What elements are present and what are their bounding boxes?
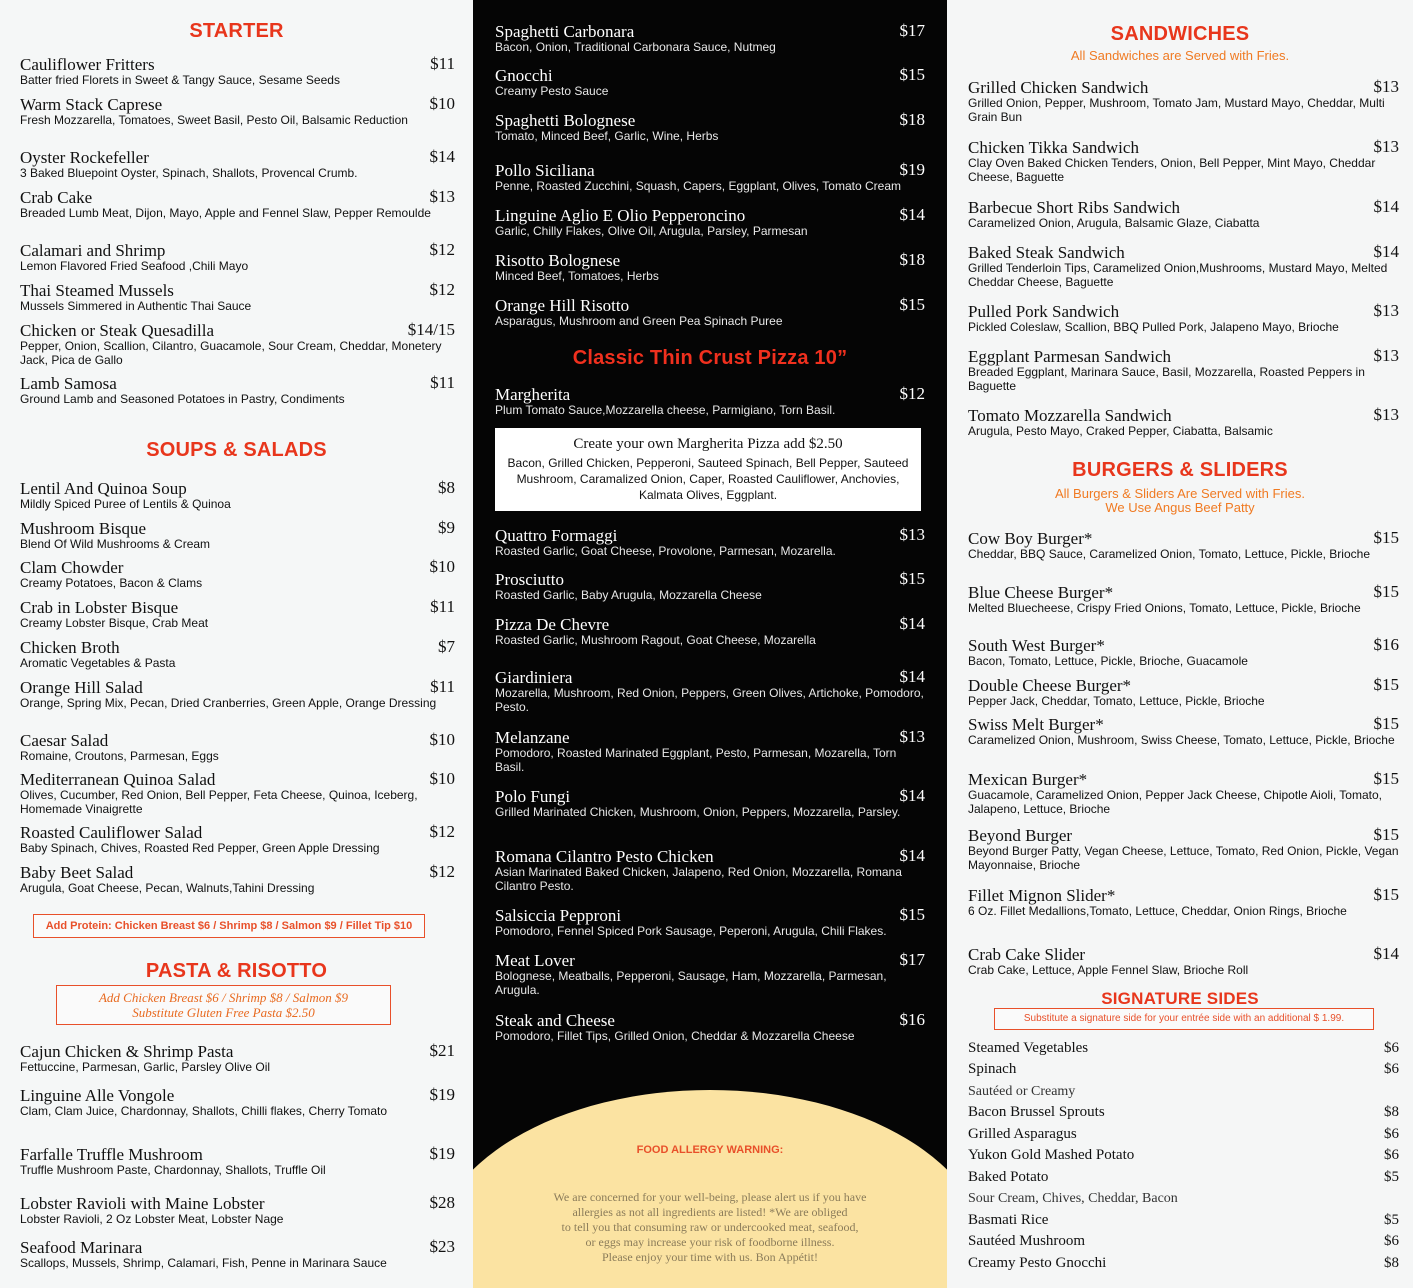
menu-item bbox=[968, 199, 1399, 230]
item-price: $7 bbox=[438, 637, 455, 656]
item-price: $14 bbox=[899, 786, 925, 805]
menu-item bbox=[968, 771, 1399, 816]
side-name: Yukon Gold Mashed Potato bbox=[968, 1147, 1135, 1163]
menu-item bbox=[20, 1087, 455, 1118]
item-price: $13 bbox=[899, 727, 925, 746]
item-price: $16 bbox=[899, 1010, 925, 1029]
item-name: Farfalle Truffle Mushroom bbox=[20, 1145, 203, 1164]
menu-item bbox=[968, 637, 1399, 668]
item-desc: Romaine, Croutons, Parmesan, Eggs bbox=[20, 749, 219, 763]
item-name: Calamari and Shrimp bbox=[20, 241, 166, 260]
item-desc: Creamy Lobster Bisque, Crab Meat bbox=[20, 616, 209, 630]
pasta-note-line1: Add Chicken Breast $6 / Shrimp $8 / Salmon $9 bbox=[98, 990, 349, 1005]
side-item bbox=[968, 1083, 1399, 1100]
item-name: Lobster Ravioli with Maine Lobster bbox=[20, 1194, 265, 1213]
item-price: $12 bbox=[429, 280, 455, 299]
item-name: Fillet Mignon Slider* bbox=[968, 886, 1116, 905]
item-desc: Bacon, Tomato, Lettuce, Pickle, Brioche, Guacamole bbox=[968, 654, 1248, 668]
menu-item bbox=[495, 252, 925, 283]
item-price: $10 bbox=[429, 557, 455, 576]
item-price: $15 bbox=[899, 295, 925, 314]
create-pizza-box bbox=[495, 428, 921, 511]
item-price: $15 bbox=[899, 65, 925, 84]
item-desc: Arugula, Goat Cheese, Pecan, Walnuts,Tahini Dressing bbox=[20, 881, 315, 895]
item-price: $11 bbox=[430, 677, 455, 696]
menu-item bbox=[495, 729, 925, 774]
side-item bbox=[968, 1212, 1399, 1229]
menu-item bbox=[20, 242, 455, 273]
item-desc: Cheddar, BBQ Sauce, Caramelized Onion, Tomato, Lettuce, Pickle, Brioche bbox=[968, 547, 1370, 561]
allergy-title: FOOD ALLERGY WARNING: bbox=[636, 1144, 784, 1156]
item-desc: Batter fried Florets in Sweet & Tangy Sauce, Sesame Seeds bbox=[20, 73, 340, 87]
menu-item bbox=[20, 599, 455, 630]
side-price: $6 bbox=[1384, 1040, 1399, 1056]
allergy-line: We are concerned for your well-being, please alert us if you have bbox=[553, 1190, 867, 1204]
sides-note: Substitute a signature side for your entrée side with an additional $ 1.99. bbox=[994, 1008, 1374, 1030]
item-name: Steak and Cheese bbox=[495, 1011, 615, 1030]
menu-item bbox=[495, 23, 925, 54]
menu-item bbox=[20, 771, 455, 816]
item-desc: Mussels Simmered in Authentic Thai Sauce bbox=[20, 299, 252, 313]
item-name: Lamb Samosa bbox=[20, 374, 117, 393]
allergy-text bbox=[513, 1190, 907, 1265]
item-desc: Clay Oven Baked Chicken Tenders, Onion, Bell Pepper, Mint Mayo, Cheddar Cheese, Baguette bbox=[968, 156, 1376, 184]
pasta-note-line2: Substitute Gluten Free Pasta $2.50 bbox=[132, 1005, 315, 1020]
allergy-line: or eggs may increase your risk of foodborne illness. bbox=[585, 1235, 835, 1249]
menu-item bbox=[495, 67, 925, 98]
item-desc: Grilled Onion, Pepper, Mushroom, Tomato Jam, Mustard Mayo, Cheddar, Multi Grain Bun bbox=[968, 96, 1385, 124]
item-name: Tomato Mozzarella Sandwich bbox=[968, 406, 1172, 425]
menu-item bbox=[968, 139, 1399, 184]
sandwiches-title: SANDWICHES bbox=[1110, 23, 1250, 45]
menu-item bbox=[20, 1195, 455, 1226]
item-price: $14 bbox=[899, 205, 925, 224]
item-price: $10 bbox=[429, 730, 455, 749]
side-name: Sautéed or Creamy bbox=[968, 1084, 1076, 1099]
menu-item bbox=[495, 112, 925, 143]
menu-item bbox=[495, 788, 925, 819]
starter-title: STARTER bbox=[189, 20, 284, 42]
item-desc: Baby Spinach, Chives, Roasted Red Pepper, Green Apple Dressing bbox=[20, 841, 380, 855]
item-desc: Caramelized Onion, Arugula, Balsamic Glaze, Ciabatta bbox=[968, 216, 1260, 230]
item-name: Pulled Pork Sandwich bbox=[968, 302, 1120, 321]
item-price: $15 bbox=[899, 569, 925, 588]
item-name: Blue Cheese Burger* bbox=[968, 583, 1114, 602]
menu-item bbox=[968, 348, 1399, 393]
item-desc: Breaded Eggplant, Marinara Sauce, Basil, Mozzarella, Roasted Peppers in Baguette bbox=[968, 365, 1365, 393]
menu-item bbox=[20, 480, 455, 511]
item-name: Linguine Alle Vongole bbox=[20, 1086, 175, 1105]
menu-item-margherita bbox=[495, 386, 925, 417]
right-column bbox=[947, 0, 1413, 1288]
item-name: Cajun Chicken & Shrimp Pasta bbox=[20, 1042, 234, 1061]
side-price: $6 bbox=[1384, 1147, 1399, 1163]
menu-item bbox=[495, 162, 925, 193]
item-desc: Guacamole, Caramelized Onion, Pepper Jack Cheese, Chipotle Aioli, Tomato, Jalapeno, Lettuce, Brioche bbox=[968, 788, 1382, 816]
item-price: $17 bbox=[899, 950, 925, 969]
item-name: Roasted Cauliflower Salad bbox=[20, 823, 203, 842]
item-price: $21 bbox=[429, 1041, 455, 1060]
side-name: Creamy Pesto Gnocchi bbox=[968, 1255, 1107, 1271]
item-price: $12 bbox=[429, 240, 455, 259]
item-desc: Fresh Mozzarella, Tomatoes, Sweet Basil, Pesto Oil, Balsamic Reduction bbox=[20, 113, 408, 127]
allergy-line: allergies as not all ingredients are listed! *We are obliged bbox=[572, 1205, 848, 1219]
item-desc: Penne, Roasted Zucchini, Squash, Capers, Eggplant, Olives, Tomato Cream bbox=[495, 179, 901, 193]
menu-item bbox=[968, 244, 1399, 289]
item-name: Linguine Aglio E Olio Pepperoncino bbox=[495, 206, 746, 225]
item-price: $15 bbox=[1373, 528, 1399, 547]
item-price: $12 bbox=[429, 862, 455, 881]
item-price: $14 bbox=[899, 846, 925, 865]
item-price: $19 bbox=[429, 1144, 455, 1163]
item-price: $28 bbox=[429, 1193, 455, 1212]
item-desc: Garlic, Chilly Flakes, Olive Oil, Arugula, Parsley, Parmesan bbox=[495, 224, 808, 238]
menu-item bbox=[968, 584, 1399, 615]
create-pizza-title: Create your own Margherita Pizza add $2.50 bbox=[573, 436, 843, 452]
item-price: $12 bbox=[429, 822, 455, 841]
menu-item bbox=[20, 520, 455, 551]
side-name: Sautéed Mushroom bbox=[968, 1233, 1086, 1249]
item-name: Mediterranean Quinoa Salad bbox=[20, 770, 216, 789]
item-desc: Roasted Garlic, Goat Cheese, Provolone, Parmesan, Mozarella. bbox=[495, 544, 836, 558]
menu-item bbox=[495, 952, 925, 997]
menu-item bbox=[495, 207, 925, 238]
item-name: Pizza De Chevre bbox=[495, 615, 610, 634]
pasta-title: PASTA & RISOTTO bbox=[145, 960, 328, 982]
item-name: Double Cheese Burger* bbox=[968, 676, 1132, 695]
item-desc: Aromatic Vegetables & Pasta bbox=[20, 656, 176, 670]
menu-item bbox=[20, 96, 455, 127]
item-name: Crab in Lobster Bisque bbox=[20, 598, 179, 617]
menu-item bbox=[495, 571, 925, 602]
item-name: Caesar Salad bbox=[20, 731, 109, 750]
side-item bbox=[968, 1169, 1399, 1186]
item-desc: Creamy Potatoes, Bacon & Clams bbox=[20, 576, 203, 590]
item-desc: Pomodoro, Roasted Marinated Eggplant, Pesto, Parmesan, Mozarella, Torn Basil. bbox=[495, 746, 897, 774]
item-name: Chicken or Steak Quesadilla bbox=[20, 321, 215, 340]
item-price: $13 bbox=[1373, 346, 1399, 365]
menu-item bbox=[20, 679, 455, 710]
left-column bbox=[0, 0, 473, 1288]
item-desc: Pomodoro, Fennel Spiced Pork Sausage, Peperoni, Arugula, Chili Flakes. bbox=[495, 924, 887, 938]
item-name: Giardiniera bbox=[495, 668, 573, 687]
item-name: Beyond Burger bbox=[968, 826, 1073, 845]
sides-title: SIGNATURE SIDES bbox=[1101, 989, 1259, 1008]
item-price: $9 bbox=[438, 518, 455, 537]
item-desc: Ground Lamb and Seasoned Potatoes in Pastry, Condiments bbox=[20, 392, 345, 406]
side-item bbox=[968, 1061, 1399, 1078]
item-price: $13 bbox=[899, 525, 925, 544]
allergy-line: Please enjoy your time with us. Bon Appétit! bbox=[602, 1250, 818, 1264]
item-name: Baby Beet Salad bbox=[20, 863, 134, 882]
menu-item bbox=[968, 303, 1399, 334]
side-price: $5 bbox=[1384, 1212, 1399, 1228]
item-price: $11 bbox=[430, 373, 455, 392]
item-desc: Minced Beef, Tomatoes, Herbs bbox=[495, 269, 659, 283]
item-price: $13 bbox=[1373, 77, 1399, 96]
menu-item bbox=[20, 1146, 455, 1177]
item-price: $14 bbox=[899, 614, 925, 633]
item-desc: Roasted Garlic, Mushroom Ragout, Goat Cheese, Mozarella bbox=[495, 633, 816, 647]
item-desc: Orange, Spring Mix, Pecan, Dried Cranberries, Green Apple, Orange Dressing bbox=[20, 696, 437, 710]
item-price: $11 bbox=[430, 597, 455, 616]
item-price: $13 bbox=[1373, 405, 1399, 424]
item-price: $14 bbox=[899, 667, 925, 686]
item-name: Clam Chowder bbox=[20, 558, 124, 577]
menu-item bbox=[20, 1239, 455, 1270]
item-name: Crab Cake bbox=[20, 188, 93, 207]
item-desc: Pickled Coleslaw, Scallion, BBQ Pulled Pork, Jalapeno Mayo, Brioche bbox=[968, 320, 1339, 334]
side-name: Spinach bbox=[968, 1061, 1017, 1077]
item-name: Salsiccia Pepproni bbox=[495, 906, 622, 925]
side-item bbox=[968, 1040, 1399, 1057]
item-desc: Creamy Pesto Sauce bbox=[495, 84, 609, 98]
middle-column bbox=[473, 0, 947, 1288]
menu-item bbox=[968, 407, 1399, 438]
menu-item bbox=[20, 1043, 455, 1074]
item-price: $16 bbox=[1373, 635, 1399, 654]
item-price: $15 bbox=[1373, 714, 1399, 733]
item-name: Prosciutto bbox=[495, 570, 564, 589]
item-desc: Tomato, Minced Beef, Garlic, Wine, Herbs bbox=[495, 129, 719, 143]
menu-item bbox=[20, 639, 455, 670]
item-name: Swiss Melt Burger* bbox=[968, 715, 1104, 734]
item-price: $10 bbox=[429, 94, 455, 113]
item-name: Melanzane bbox=[495, 728, 570, 747]
item-desc: Bolognese, Meatballs, Pepperoni, Sausage, Ham, Mozzarella, Parmesan, Arugula. bbox=[495, 969, 887, 997]
side-price: $6 bbox=[1384, 1233, 1399, 1249]
item-name: Seafood Marinara bbox=[20, 1238, 143, 1257]
item-price: $14 bbox=[1373, 944, 1399, 963]
item-price: $15 bbox=[1373, 675, 1399, 694]
item-price: $13 bbox=[1373, 137, 1399, 156]
side-item bbox=[968, 1190, 1399, 1207]
item-desc: Plum Tomato Sauce,Mozzarella cheese, Parmigiano, Torn Basil. bbox=[495, 403, 836, 417]
menu-item bbox=[20, 322, 455, 367]
side-item bbox=[968, 1126, 1399, 1143]
menu-item bbox=[20, 824, 455, 855]
item-price: $15 bbox=[1373, 825, 1399, 844]
item-price: $14/15 bbox=[407, 320, 455, 339]
side-name: Bacon Brussel Sprouts bbox=[968, 1104, 1105, 1120]
item-price: $14 bbox=[429, 147, 455, 166]
item-desc: Arugula, Pesto Mayo, Craked Pepper, Ciabatta, Balsamic bbox=[968, 424, 1273, 438]
item-desc: Truffle Mushroom Paste, Chardonnay, Shallots, Truffle Oil bbox=[20, 1163, 326, 1177]
menu-item bbox=[495, 616, 925, 647]
side-name: Baked Potato bbox=[968, 1169, 1049, 1185]
add-protein-note: Add Protein: Chicken Breast $6 / Shrimp $8 / Salmon $9 / Fillet Tip $10 bbox=[33, 914, 425, 938]
menu-item bbox=[968, 946, 1399, 977]
menu-item bbox=[495, 848, 925, 893]
menu-item bbox=[495, 669, 925, 714]
menu-item bbox=[495, 527, 925, 558]
item-name: Chicken Broth bbox=[20, 638, 120, 657]
item-desc: Caramelized Onion, Mushroom, Swiss Cheese, Tomato, Lettuce, Pickle, Brioche bbox=[968, 733, 1395, 747]
item-name: Quattro Formaggi bbox=[495, 526, 618, 545]
item-price: $18 bbox=[899, 110, 925, 129]
item-desc: Pepper Jack, Cheddar, Tomato, Lettuce, Pickle, Brioche bbox=[968, 694, 1265, 708]
menu-item bbox=[968, 530, 1399, 561]
item-desc: Asparagus, Mushroom and Green Pea Spinach Puree bbox=[495, 314, 783, 328]
menu-item bbox=[20, 149, 455, 180]
item-price: $15 bbox=[1373, 582, 1399, 601]
pasta-note-box bbox=[56, 985, 391, 1025]
side-price: $6 bbox=[1384, 1126, 1399, 1142]
item-price: $10 bbox=[429, 769, 455, 788]
item-desc: Mildly Spiced Puree of Lentils & Quinoa bbox=[20, 497, 231, 511]
item-name: Spaghetti Carbonara bbox=[495, 22, 635, 41]
item-price: $18 bbox=[899, 250, 925, 269]
burgers-subtitle-2: We Use Angus Beef Patty bbox=[1105, 500, 1255, 515]
item-name: Mushroom Bisque bbox=[20, 519, 147, 538]
item-name: Orange Hill Salad bbox=[20, 678, 143, 697]
menu-item bbox=[968, 677, 1399, 708]
side-price: $6 bbox=[1384, 1061, 1399, 1077]
item-price: $23 bbox=[429, 1237, 455, 1256]
item-desc: 6 Oz. Fillet Medallions,Tomato, Lettuce, Cheddar, Onion Rings, Brioche bbox=[968, 904, 1347, 918]
menu-item bbox=[495, 297, 925, 328]
item-desc: Breaded Lumb Meat, Dijon, Mayo, Apple and Fennel Slaw, Pepper Remoulde bbox=[20, 206, 431, 220]
item-name: Oyster Rockefeller bbox=[20, 148, 149, 167]
item-desc: 3 Baked Bluepoint Oyster, Spinach, Shallots, Provencal Crumb. bbox=[20, 166, 358, 180]
menu-item bbox=[20, 282, 455, 313]
item-price: $13 bbox=[429, 187, 455, 206]
menu-item bbox=[968, 716, 1399, 747]
menu-item bbox=[20, 56, 455, 87]
item-desc: Fettuccine, Parmesan, Garlic, Parsley Olive Oil bbox=[20, 1060, 271, 1074]
item-name: Spaghetti Bolognese bbox=[495, 111, 636, 130]
side-item bbox=[968, 1147, 1399, 1164]
item-desc: Blend Of Wild Mushrooms & Cream bbox=[20, 537, 211, 551]
item-name: Gnocchi bbox=[495, 66, 553, 85]
item-name: Baked Steak Sandwich bbox=[968, 243, 1125, 262]
item-name: Grilled Chicken Sandwich bbox=[968, 78, 1149, 97]
menu-item bbox=[968, 887, 1399, 918]
item-desc: Scallops, Mussels, Shrimp, Calamari, Fish, Penne in Marinara Sauce bbox=[20, 1256, 387, 1270]
menu-item bbox=[968, 79, 1399, 124]
menu-item bbox=[495, 907, 925, 938]
side-price: $8 bbox=[1384, 1255, 1399, 1271]
item-price: $13 bbox=[1373, 301, 1399, 320]
burgers-subtitle-1: All Burgers & Sliders Are Served with Fries. bbox=[1055, 486, 1305, 501]
item-desc: Melted Bluecheese, Crispy Fried Onions, Tomato, Lettuce, Pickle, Brioche bbox=[968, 601, 1361, 615]
side-price: $5 bbox=[1384, 1169, 1399, 1185]
soups-title: SOUPS & SALADS bbox=[146, 439, 327, 461]
item-price: $19 bbox=[899, 160, 925, 179]
item-name: Chicken Tikka Sandwich bbox=[968, 138, 1139, 157]
allergy-line: to tell you that consuming raw or undercooked meat, seafood, bbox=[561, 1220, 859, 1234]
item-price: $14 bbox=[1373, 197, 1399, 216]
item-price: $14 bbox=[1373, 242, 1399, 261]
side-item bbox=[968, 1255, 1399, 1272]
side-name: Grilled Asparagus bbox=[968, 1126, 1077, 1142]
item-name: Pollo Siciliana bbox=[495, 161, 595, 180]
item-name: Eggplant Parmesan Sandwich bbox=[968, 347, 1172, 366]
menu-item bbox=[20, 375, 455, 406]
item-desc: Pomodoro, Fillet Tips, Grilled Onion, Cheddar & Mozzarella Cheese bbox=[495, 1029, 855, 1043]
item-price: $15 bbox=[1373, 769, 1399, 788]
item-desc: Beyond Burger Patty, Vegan Cheese, Lettuce, Tomato, Red Onion, Pickle, Vegan Mayonnaise, Brioche bbox=[968, 844, 1399, 872]
item-desc: Mozarella, Mushroom, Red Onion, Peppers, Green Olives, Artichoke, Pomodoro, Pesto. bbox=[495, 686, 924, 714]
item-desc: Lemon Flavored Fried Seafood ,Chili Mayo bbox=[20, 259, 249, 273]
item-name: Crab Cake Slider bbox=[968, 945, 1086, 964]
item-desc: Pepper, Onion, Scallion, Cilantro, Guacamole, Sour Cream, Cheddar, Monetery Jack, Pica de Gallo bbox=[20, 339, 442, 367]
burgers-title: BURGERS & SLIDERS bbox=[1072, 459, 1288, 481]
item-name: Margherita bbox=[495, 385, 571, 404]
item-price: $8 bbox=[438, 478, 455, 497]
item-name: Romana Cilantro Pesto Chicken bbox=[495, 847, 714, 866]
menu-item bbox=[968, 827, 1399, 872]
item-desc: Grilled Marinated Chicken, Mushroom, Onion, Peppers, Mozzarella, Parsley. bbox=[495, 805, 901, 819]
create-pizza-desc: Bacon, Grilled Chicken, Pepperoni, Sauteed Spinach, Bell Pepper, Sauteed Mushroom, Caramalized Onion, Caper, Roasted Cauliflower, Anchovies, Kalmata Olives, Eggplant. bbox=[507, 456, 909, 502]
item-price: $15 bbox=[899, 905, 925, 924]
item-price: $15 bbox=[1373, 885, 1399, 904]
item-name: Mexican Burger* bbox=[968, 770, 1088, 789]
item-price: $12 bbox=[899, 384, 925, 403]
item-name: Cauliflower Fritters bbox=[20, 55, 155, 74]
item-name: Thai Steamed Mussels bbox=[20, 281, 174, 300]
side-name: Basmati Rice bbox=[968, 1212, 1049, 1228]
item-name: Cow Boy Burger* bbox=[968, 529, 1093, 548]
item-name: Risotto Bolognese bbox=[495, 251, 621, 270]
side-name: Steamed Vegetables bbox=[968, 1040, 1089, 1056]
item-desc: Crab Cake, Lettuce, Apple Fennel Slaw, Brioche Roll bbox=[968, 963, 1249, 977]
sandwiches-subtitle: All Sandwiches are Served with Fries. bbox=[1070, 48, 1290, 63]
menu-item bbox=[20, 189, 455, 220]
menu-item bbox=[20, 559, 455, 590]
item-name: Polo Fungi bbox=[495, 787, 571, 806]
item-desc: Olives, Cucumber, Red Onion, Bell Pepper, Feta Cheese, Quinoa, Iceberg, Homemade Vinaigrette bbox=[20, 788, 418, 816]
item-price: $17 bbox=[899, 21, 925, 40]
item-name: Lentil And Quinoa Soup bbox=[20, 479, 187, 498]
menu-item bbox=[20, 864, 455, 895]
item-price: $19 bbox=[429, 1085, 455, 1104]
item-desc: Clam, Clam Juice, Chardonnay, Shallots, Chilli flakes, Cherry Tomato bbox=[20, 1104, 388, 1118]
pizza-title: Classic Thin Crust Pizza 10” bbox=[572, 347, 848, 369]
item-name: Warm Stack Caprese bbox=[20, 95, 163, 114]
item-name: Orange Hill Risotto bbox=[495, 296, 630, 315]
item-desc: Asian Marinated Baked Chicken, Jalapeno, Red Onion, Mozzarella, Romana Cilantro Pesto. bbox=[495, 865, 902, 893]
item-desc: Grilled Tenderloin Tips, Caramelized Onion,Mushrooms, Mustard Mayo, Melted Cheddar Cheese, Baguette bbox=[968, 261, 1388, 289]
item-price: $11 bbox=[430, 54, 455, 73]
item-name: Barbecue Short Ribs Sandwich bbox=[968, 198, 1180, 217]
item-desc: Roasted Garlic, Baby Arugula, Mozzarella Cheese bbox=[495, 588, 762, 602]
item-desc: Bacon, Onion, Traditional Carbonara Sauce, Nutmeg bbox=[495, 40, 776, 54]
side-price: $8 bbox=[1384, 1104, 1399, 1120]
side-item bbox=[968, 1233, 1399, 1250]
item-name: South West Burger* bbox=[968, 636, 1105, 655]
menu-item bbox=[20, 732, 455, 763]
item-name: Meat Lover bbox=[495, 951, 575, 970]
side-name: Sour Cream, Chives, Cheddar, Bacon bbox=[968, 1191, 1178, 1206]
side-item bbox=[968, 1104, 1399, 1121]
item-desc: Lobster Ravioli, 2 Oz Lobster Meat, Lobster Nage bbox=[20, 1212, 284, 1226]
menu-item bbox=[495, 1012, 925, 1043]
